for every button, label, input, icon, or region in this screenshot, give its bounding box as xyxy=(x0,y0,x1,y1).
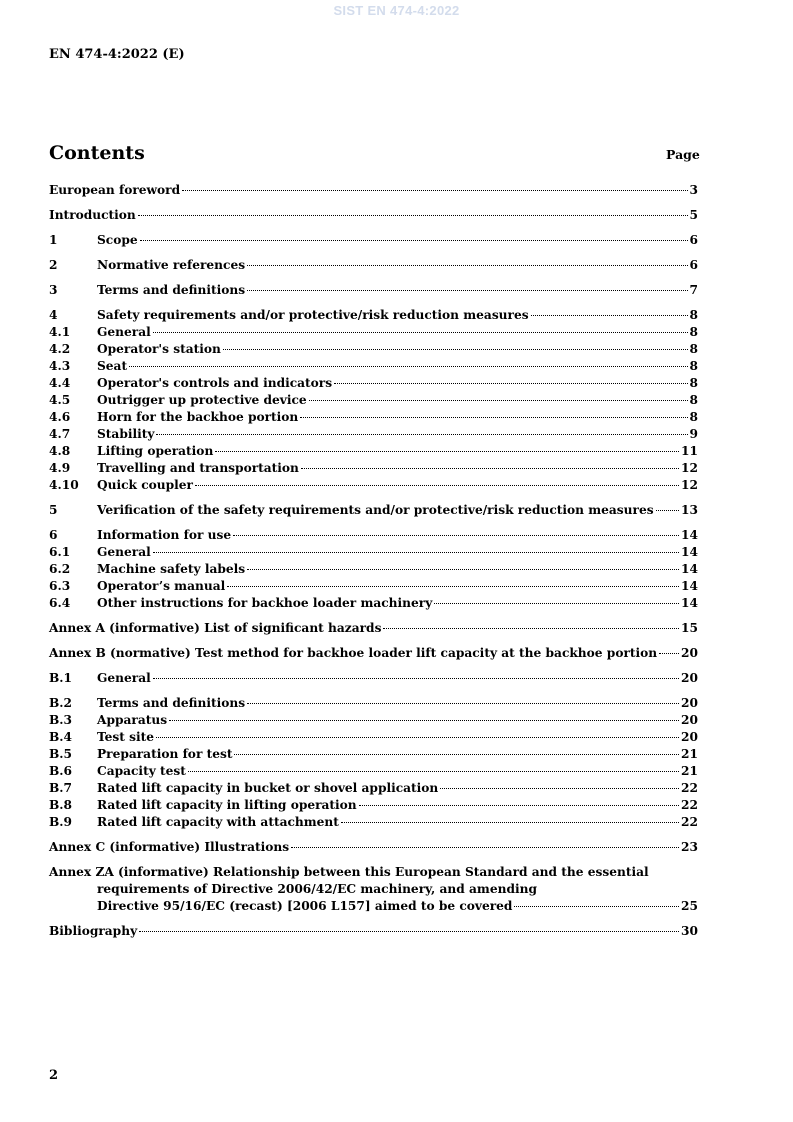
toc-entry[interactable] xyxy=(49,375,698,392)
toc-entries xyxy=(49,182,698,856)
toc-entry[interactable] xyxy=(49,578,698,595)
toc-title: Seat xyxy=(97,359,128,373)
toc-leader-dots xyxy=(188,771,679,772)
toc-leader-dots xyxy=(215,451,679,452)
toc-title: Quick coupler xyxy=(97,478,193,492)
toc-number: B.9 xyxy=(49,815,73,829)
toc-page-number: 6 xyxy=(689,258,698,272)
toc-number: B.5 xyxy=(49,747,73,761)
toc-title: Horn for the backhoe portion xyxy=(97,410,299,424)
toc-entry[interactable] xyxy=(49,324,698,341)
toc-leader-dots xyxy=(234,754,679,755)
toc-entry[interactable] xyxy=(49,392,698,409)
toc-page-number: 22 xyxy=(681,815,698,829)
toc-annex-za-line2: requirements of Directive 2006/42/EC machinery, and amending xyxy=(97,882,537,896)
toc-page-number: 22 xyxy=(681,781,698,795)
toc-leader-dots xyxy=(153,332,688,333)
toc-leader-dots xyxy=(300,417,687,418)
toc-page-number: 21 xyxy=(681,764,698,778)
toc-title: Operator's controls and indicators xyxy=(97,376,333,390)
toc-leader-dots xyxy=(182,190,687,191)
toc-page-number: 3 xyxy=(689,183,698,197)
toc-number: 4 xyxy=(49,308,58,322)
toc-leader-dots xyxy=(247,703,679,704)
toc-leader-dots xyxy=(227,586,679,587)
toc-number: 4.10 xyxy=(49,478,79,492)
toc-leader-dots xyxy=(247,290,687,291)
toc-page-number: 8 xyxy=(689,410,698,424)
toc-page-number: 9 xyxy=(689,427,698,441)
toc-title: Travelling and transportation xyxy=(97,461,299,475)
toc-leader-dots xyxy=(169,720,679,721)
toc-leader-dots xyxy=(140,240,688,241)
toc-number: 4.7 xyxy=(49,427,71,441)
toc-leader-dots xyxy=(139,931,679,932)
toc-leader-dots xyxy=(223,349,688,350)
toc-page-number: 14 xyxy=(681,596,698,610)
toc-page-number: 14 xyxy=(681,528,698,542)
toc-leader-dots xyxy=(153,678,679,679)
toc-annex-za-line1: Annex ZA (informative) Relationship between this European Standard and the essential xyxy=(49,865,649,879)
toc-entry[interactable] xyxy=(49,645,698,662)
footer-page-number: 2 xyxy=(49,1068,59,1083)
toc-number: 4.2 xyxy=(49,342,71,356)
toc-entry[interactable] xyxy=(49,797,698,814)
toc-page-number: 23 xyxy=(681,840,698,854)
toc-title: Information for use xyxy=(97,528,232,542)
toc-number: 4.4 xyxy=(49,376,71,390)
toc-entry[interactable] xyxy=(49,358,698,375)
toc-number: 4.8 xyxy=(49,444,71,458)
toc-page-number: 8 xyxy=(689,342,698,356)
toc-entry[interactable] xyxy=(49,502,698,519)
toc-entry[interactable] xyxy=(49,527,698,544)
toc-annex-za-line3: Directive 95/16/EC (recast) [2006 L157] aimed to be covered xyxy=(97,899,513,913)
toc-number: 6.2 xyxy=(49,562,71,576)
toc-leader-dots xyxy=(156,737,679,738)
toc-number: B.2 xyxy=(49,696,73,710)
toc-title: Apparatus xyxy=(97,713,168,727)
toc-title: Verification of the safety requirements and/or protective/risk reduction measures xyxy=(97,503,654,517)
toc-leader-dots xyxy=(434,603,679,604)
toc-page-number: 11 xyxy=(681,444,698,458)
toc-entry-annex-za[interactable] xyxy=(49,864,698,915)
toc-leader-dots xyxy=(341,822,679,823)
toc-number: 4.5 xyxy=(49,393,71,407)
toc-number: 6.1 xyxy=(49,545,71,559)
toc-entry[interactable] xyxy=(49,232,698,249)
toc-entry[interactable] xyxy=(49,409,698,426)
toc-title: Safety requirements and/or protective/risk reduction measures xyxy=(97,308,529,322)
toc-leader-dots xyxy=(291,847,679,848)
toc-number: 5 xyxy=(49,503,58,517)
toc-leader-dots xyxy=(138,215,688,216)
toc-page-number: 8 xyxy=(689,325,698,339)
toc-entry[interactable] xyxy=(49,712,698,729)
toc-title: Introduction xyxy=(49,208,136,222)
toc-title: Preparation for test xyxy=(97,747,233,761)
toc-entry[interactable] xyxy=(49,477,698,494)
toc-number: 6.3 xyxy=(49,579,71,593)
toc-leader-dots xyxy=(659,653,679,654)
toc-page-number: 30 xyxy=(681,924,698,938)
toc-page-number: 20 xyxy=(681,671,698,685)
toc-page-number: 12 xyxy=(681,478,698,492)
toc-entry[interactable] xyxy=(49,839,698,856)
toc-title: Annex B (normative) Test method for backhoe loader lift capacity at the backhoe portion xyxy=(49,646,658,660)
toc-title: Rated lift capacity in bucket or shovel application xyxy=(97,781,439,795)
toc-entry[interactable] xyxy=(49,620,698,637)
toc-title: General xyxy=(97,671,151,685)
toc-title: Other instructions for backhoe loader machinery xyxy=(97,596,433,610)
toc-page-number: 14 xyxy=(681,562,698,576)
contents-title: Contents xyxy=(49,142,145,164)
toc-page-number: 6 xyxy=(689,233,698,247)
toc-page-number: 20 xyxy=(681,696,698,710)
toc-title: Stability xyxy=(97,427,155,441)
toc-entry[interactable] xyxy=(49,729,698,746)
toc-number: 4.1 xyxy=(49,325,71,339)
toc-page-number: 5 xyxy=(689,208,698,222)
toc-leader-dots xyxy=(247,569,679,570)
toc-page-number: 8 xyxy=(689,393,698,407)
toc-leader-dots xyxy=(440,788,679,789)
toc-entry[interactable] xyxy=(49,814,698,831)
toc-number: 4.3 xyxy=(49,359,71,373)
toc-title: Outrigger up protective device xyxy=(97,393,307,407)
toc-number: 2 xyxy=(49,258,58,272)
toc-leader-dots xyxy=(334,383,687,384)
toc-leader-dots xyxy=(514,906,679,907)
toc-title: Rated lift capacity in lifting operation xyxy=(97,798,357,812)
toc-number: B.1 xyxy=(49,671,73,685)
toc-entry[interactable] xyxy=(49,460,698,477)
toc-leader-dots xyxy=(383,628,679,629)
toc-page-number: 25 xyxy=(681,899,698,913)
toc-page-number: 7 xyxy=(689,283,698,297)
toc-page-number: 22 xyxy=(681,798,698,812)
toc-entry[interactable] xyxy=(49,426,698,443)
toc-number: 1 xyxy=(49,233,58,247)
toc-page-number: 8 xyxy=(689,376,698,390)
watermark: SIST EN 474-4:2022 xyxy=(333,3,460,18)
toc-title: Annex C (informative) Illustrations xyxy=(49,840,290,854)
toc-entry[interactable] xyxy=(49,544,698,561)
toc-entry[interactable] xyxy=(49,561,698,578)
toc-page-number: 21 xyxy=(681,747,698,761)
toc-leader-dots xyxy=(195,485,679,486)
toc-title: European foreword xyxy=(49,183,181,197)
toc-title: Terms and definitions xyxy=(97,696,246,710)
toc-title: General xyxy=(97,325,151,339)
toc-number: B.7 xyxy=(49,781,73,795)
toc-page-number: 20 xyxy=(681,713,698,727)
toc-entry[interactable] xyxy=(49,443,698,460)
toc-entry[interactable] xyxy=(49,182,698,199)
toc-title: Bibliography xyxy=(49,924,138,938)
toc-number: 3 xyxy=(49,283,58,297)
toc-title: General xyxy=(97,545,151,559)
toc-entry[interactable] xyxy=(49,670,698,687)
toc-page-number: 12 xyxy=(681,461,698,475)
toc-page-number: 14 xyxy=(681,579,698,593)
toc-entry[interactable] xyxy=(49,763,698,780)
toc-leader-dots xyxy=(656,510,679,511)
toc-number: B.4 xyxy=(49,730,73,744)
toc-page-number: 8 xyxy=(689,308,698,322)
toc-entry[interactable] xyxy=(49,780,698,797)
toc-entry[interactable] xyxy=(49,257,698,274)
toc-entry[interactable] xyxy=(49,282,698,299)
toc-number: 6 xyxy=(49,528,58,542)
toc-leader-dots xyxy=(247,265,687,266)
toc-leader-dots xyxy=(233,535,679,536)
toc-page-number: 15 xyxy=(681,621,698,635)
toc-title: Test site xyxy=(97,730,155,744)
toc-page-number: 20 xyxy=(681,730,698,744)
toc-page-number: 13 xyxy=(681,503,698,517)
toc-title: Operator’s manual xyxy=(97,579,226,593)
toc-leader-dots xyxy=(301,468,679,469)
toc-title: Capacity test xyxy=(97,764,186,778)
toc-title: Terms and definitions xyxy=(97,283,246,297)
toc-leader-dots xyxy=(359,805,679,806)
toc-number: B.8 xyxy=(49,798,73,812)
document-id: EN 474-4:2022 (E) xyxy=(49,47,185,62)
toc-title: Operator's station xyxy=(97,342,221,356)
toc-page-number: 20 xyxy=(681,646,698,660)
toc-title: Lifting operation xyxy=(97,444,214,458)
toc-entry[interactable] xyxy=(49,307,698,324)
toc-number: 4.6 xyxy=(49,410,71,424)
toc-leader-dots xyxy=(156,434,687,435)
toc-entry-bibliography[interactable] xyxy=(49,923,698,940)
toc-number: 6.4 xyxy=(49,596,71,610)
toc-page-number: 8 xyxy=(689,359,698,373)
toc-title: Annex A (informative) List of significant hazards xyxy=(49,621,382,635)
toc-number: 4.9 xyxy=(49,461,71,475)
page-column-label: Page xyxy=(666,147,700,162)
toc-entry[interactable] xyxy=(49,595,698,612)
toc-leader-dots xyxy=(129,366,687,367)
toc-title: Machine safety labels xyxy=(97,562,246,576)
toc-number: B.6 xyxy=(49,764,73,778)
toc-entry[interactable] xyxy=(49,207,698,224)
toc-page-number: 14 xyxy=(681,545,698,559)
toc-entry[interactable] xyxy=(49,695,698,712)
toc-number: B.3 xyxy=(49,713,73,727)
toc-entry[interactable] xyxy=(49,746,698,763)
toc-leader-dots xyxy=(309,400,688,401)
table-of-contents xyxy=(49,182,698,940)
toc-title: Scope xyxy=(97,233,138,247)
toc-title: Normative references xyxy=(97,258,246,272)
toc-leader-dots xyxy=(531,315,688,316)
toc-title: Rated lift capacity with attachment xyxy=(97,815,339,829)
toc-entry[interactable] xyxy=(49,341,698,358)
toc-leader-dots xyxy=(153,552,679,553)
